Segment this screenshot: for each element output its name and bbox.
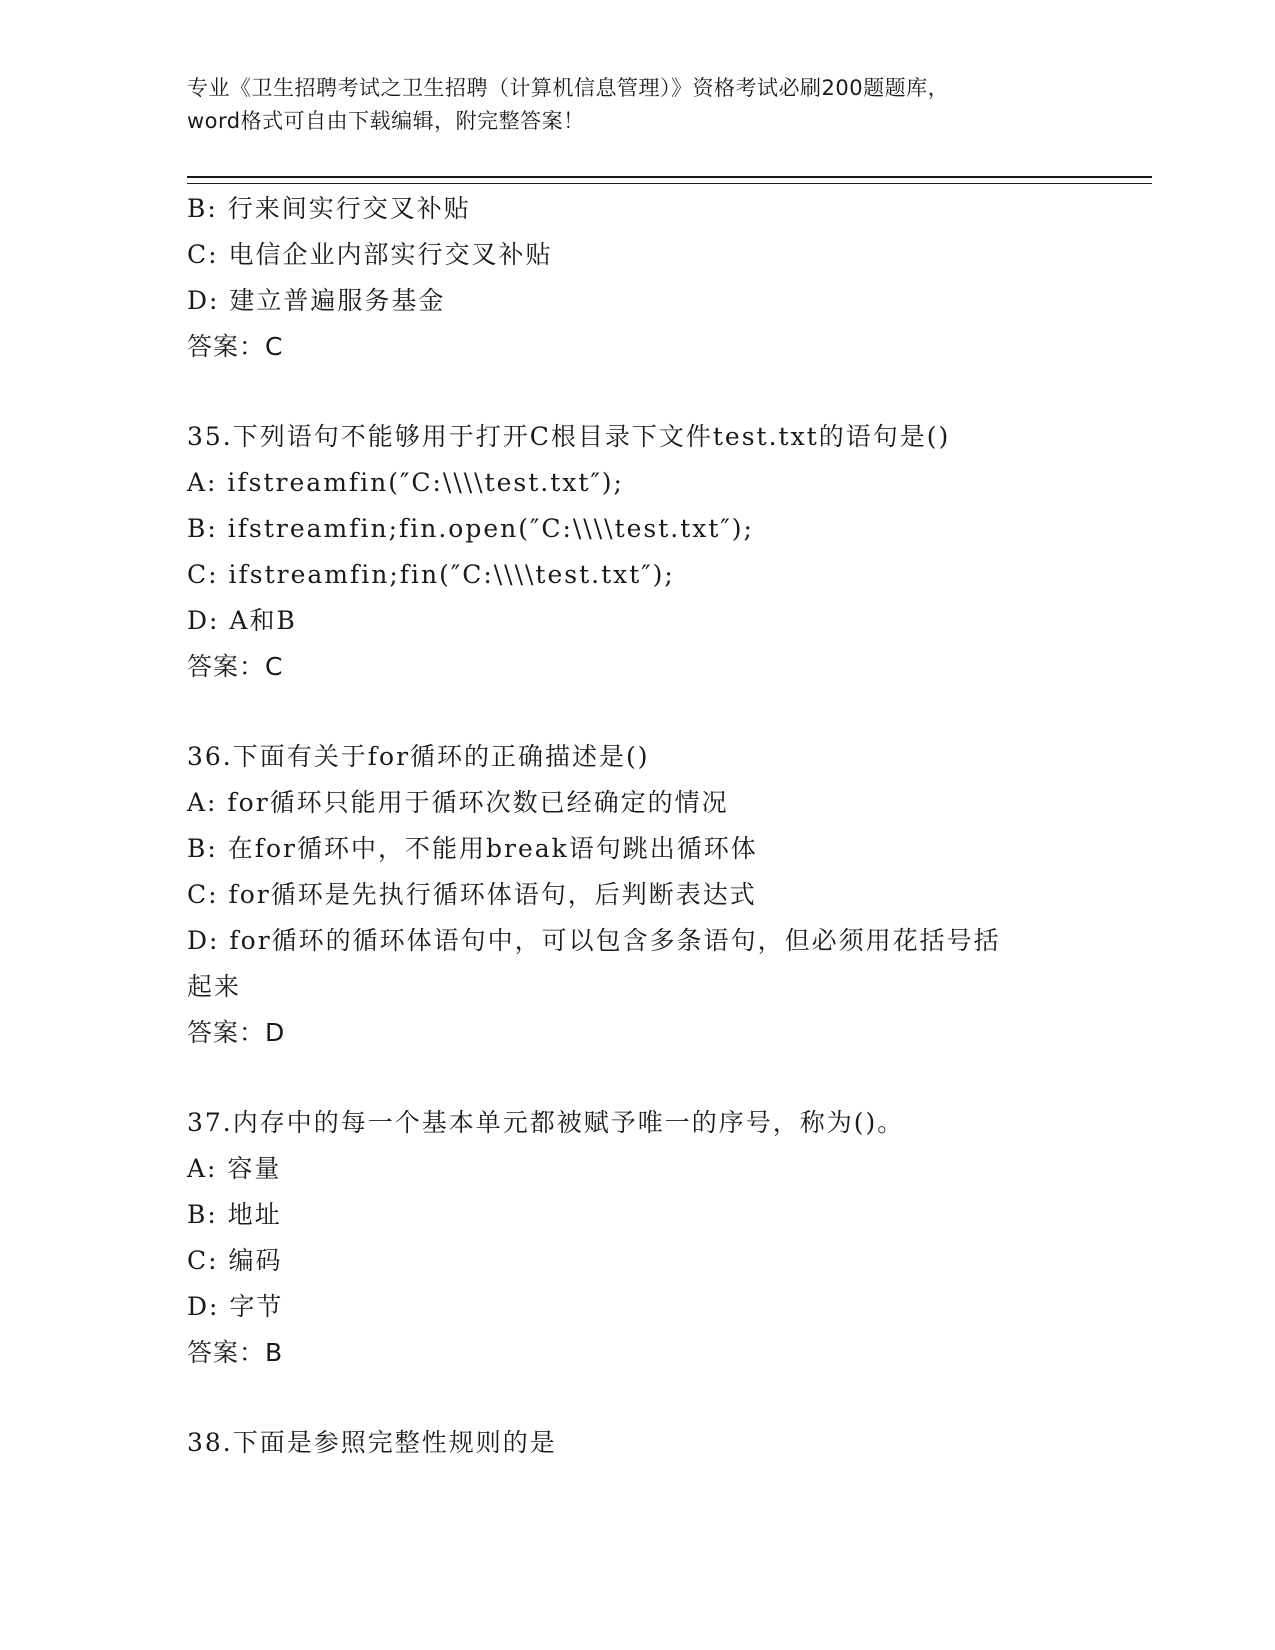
header-divider bbox=[187, 176, 1152, 184]
question-stem: 36.下面有关于for循环的正确描述是() bbox=[187, 742, 650, 771]
question-stem: 38.下面是参照完整性规则的是 bbox=[187, 1428, 557, 1457]
option-c: C: ifstreamfin;fin(″C:\\\\test.txt″); bbox=[187, 560, 675, 589]
spacer bbox=[187, 370, 1087, 414]
question-34-block bbox=[187, 186, 1087, 370]
question-38-block bbox=[187, 1420, 1087, 1466]
question-stem: 35.下列语句不能够用于打开C根目录下文件test.txt的语句是() bbox=[187, 422, 951, 451]
option-a: A: ifstreamfin(″C:\\\\test.txt″); bbox=[187, 468, 624, 497]
answer-label: 答案：C bbox=[187, 332, 284, 361]
question-stem: 37.内存中的每一个基本单元都被赋予唯一的序号，称为()。 bbox=[187, 1108, 905, 1137]
option-d: D: 字节 bbox=[187, 1292, 284, 1321]
question-35-block bbox=[187, 414, 1087, 690]
option-b: B: 在for循环中，不能用break语句跳出循环体 bbox=[187, 834, 758, 863]
option-d-continued: 起来 bbox=[187, 972, 242, 1001]
option-d: D: A和B bbox=[187, 606, 297, 635]
spacer bbox=[187, 1056, 1087, 1100]
question-36-block bbox=[187, 734, 1087, 1056]
option-b: B: 地址 bbox=[187, 1200, 282, 1229]
header-line-2: word格式可自由下载编辑，附完整答案！ bbox=[187, 109, 585, 133]
option-a: A: 容量 bbox=[187, 1154, 282, 1183]
answer-label: 答案：D bbox=[187, 1018, 286, 1047]
option-d: D: 建立普遍服务基金 bbox=[187, 286, 446, 315]
question-content bbox=[187, 186, 1087, 1466]
option-b: B: ifstreamfin;fin.open(″C:\\\\test.txt″); bbox=[187, 514, 754, 543]
option-c: C: for循环是先执行循环体语句，后判断表达式 bbox=[187, 880, 757, 909]
option-c: C: 编码 bbox=[187, 1246, 283, 1275]
option-d: D: for循环的循环体语句中，可以包含多条语句，但必须用花括号括 bbox=[187, 926, 1001, 955]
header-line-1: 专业《卫生招聘考试之卫生招聘（计算机信息管理）》资格考试必刷200题题库， bbox=[187, 76, 950, 100]
option-a: A: for循环只能用于循环次数已经确定的情况 bbox=[187, 788, 729, 817]
question-37-block bbox=[187, 1100, 1087, 1376]
spacer bbox=[187, 690, 1087, 734]
page-header bbox=[187, 72, 1087, 138]
answer-label: 答案：B bbox=[187, 1338, 284, 1367]
option-b: B: 行来间实行交叉补贴 bbox=[187, 194, 471, 223]
option-c: C: 电信企业内部实行交叉补贴 bbox=[187, 240, 553, 269]
answer-label: 答案：C bbox=[187, 652, 284, 681]
spacer bbox=[187, 1376, 1087, 1420]
